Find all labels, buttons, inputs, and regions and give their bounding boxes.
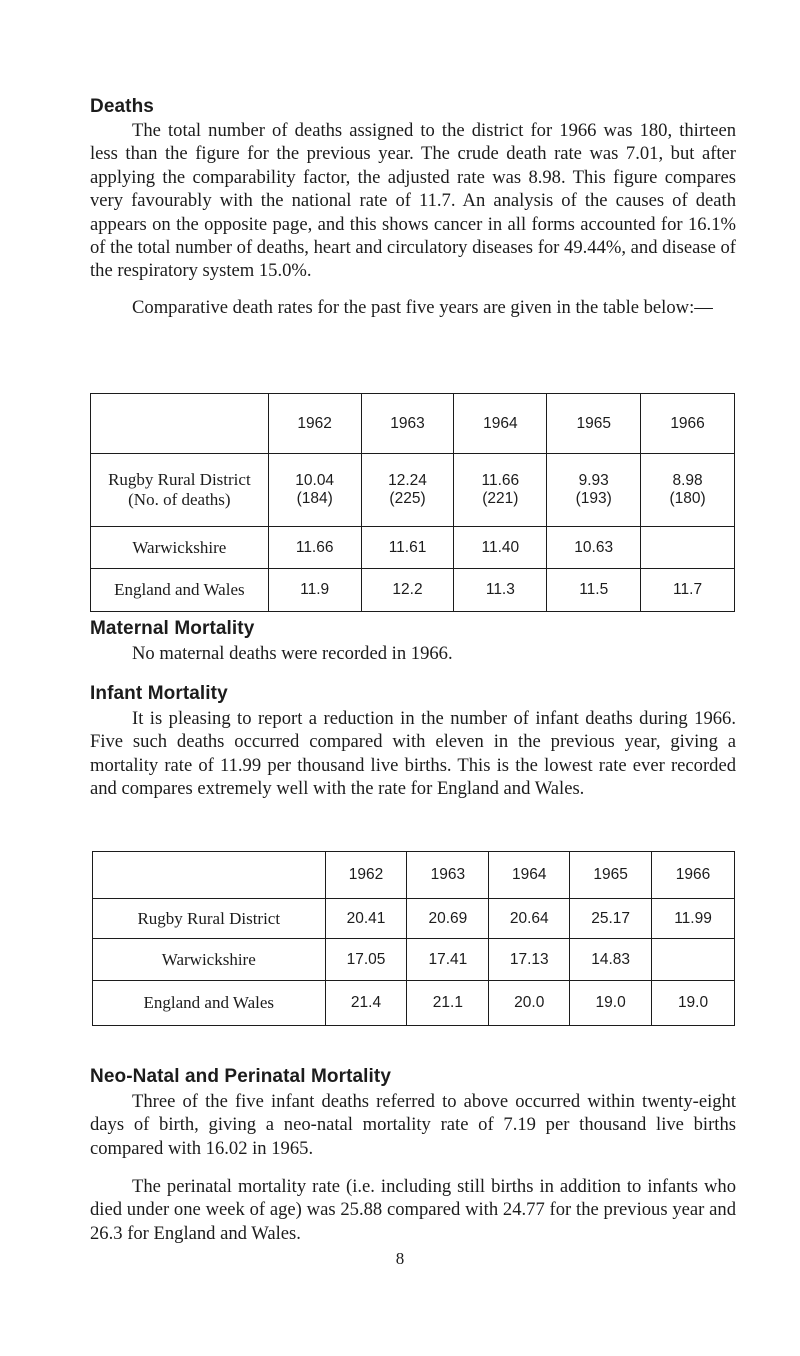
table-cell xyxy=(641,454,735,527)
table-row xyxy=(93,981,735,1026)
death-rates-table xyxy=(90,393,735,612)
table-cell: 25.17 xyxy=(570,899,652,939)
row-label xyxy=(91,454,269,527)
table-cell: 11.40 xyxy=(454,527,547,569)
table-cell: 11.7 xyxy=(641,569,735,612)
row-label: Rugby Rural District xyxy=(93,899,326,939)
table-cell: 11.9 xyxy=(268,569,361,612)
table-cell xyxy=(268,454,361,527)
table-cell: 11.61 xyxy=(361,527,454,569)
table-cell: 11.66 xyxy=(268,527,361,569)
table-cell xyxy=(454,454,547,527)
death-count: (180) xyxy=(669,490,706,507)
table-cell: 17.41 xyxy=(407,939,489,981)
year-header: 1963 xyxy=(407,852,489,899)
page-number: 8 xyxy=(395,1249,405,1268)
table-corner-cell xyxy=(91,394,269,454)
table-cell: 19.0 xyxy=(652,981,735,1026)
deaths-heading: Deaths xyxy=(90,96,154,117)
table-cell xyxy=(641,527,735,569)
rate-value: 12.24 xyxy=(388,472,427,489)
neonatal-paragraph-2: The perinatal mortality rate (i.e. including still births in addition to infants who died under one week of age) was 25.88 compared with 24.77 for the previous year and 26.3 for England and Wales. xyxy=(90,1176,736,1244)
deaths-paragraph-2: Comparative death rates for the past five years are given in the table below:— xyxy=(132,297,713,318)
table-cell: 21.1 xyxy=(407,981,489,1026)
year-header: 1962 xyxy=(325,852,407,899)
table-cell: 20.0 xyxy=(489,981,570,1026)
table-cell: 12.2 xyxy=(361,569,454,612)
table-cell: 19.0 xyxy=(570,981,652,1026)
rate-value: 10.04 xyxy=(295,472,335,489)
neonatal-heading: Neo-Natal and Perinatal Mortality xyxy=(90,1066,392,1087)
table-cell: 17.05 xyxy=(325,939,407,981)
year-header: 1964 xyxy=(489,852,570,899)
row-label: England and Wales xyxy=(93,981,326,1026)
death-count: (193) xyxy=(575,490,612,507)
table-cell xyxy=(361,454,454,527)
table-cell: 20.64 xyxy=(489,899,570,939)
table-cell xyxy=(652,939,735,981)
table-row xyxy=(91,569,735,612)
table-row xyxy=(93,899,735,939)
maternal-paragraph: No maternal deaths were recorded in 1966. xyxy=(132,643,453,664)
rate-value: 9.93 xyxy=(578,472,609,489)
row-label-line: (No. of deaths) xyxy=(128,490,231,509)
row-label: Warwickshire xyxy=(93,939,326,981)
table-cell: 14.83 xyxy=(570,939,652,981)
maternal-heading: Maternal Mortality xyxy=(90,618,255,639)
year-header: 1966 xyxy=(641,394,735,454)
death-count: (184) xyxy=(296,490,333,507)
table-cell: 21.4 xyxy=(325,981,407,1026)
year-header: 1965 xyxy=(547,394,641,454)
table-cell: 11.99 xyxy=(652,899,735,939)
table-row xyxy=(93,939,735,981)
infant-paragraph: It is pleasing to report a reduction in the number of infant deaths during 1966. Five such deaths occurred compared with eleven in the previous year, giving a mortality rate of 11.99 per thousand live births. This is the lowest rate ever recorded and compares extremely well with the rate for England and Wales. xyxy=(90,708,736,800)
row-label-line: Rugby Rural District xyxy=(108,470,251,489)
deaths-paragraph-1: The total number of deaths assigned to the district for 1966 was 180, thirteen less than the figure for the previous year. The crude death rate was 7.01, but after applying the comparability factor, the adjusted rate was 8.98. This figure compares very favourably with the national rate of 11.7. An analysis of the causes of death appears on the opposite page, and this shows cancer in all forms accounted for 16.1% of the total number of deaths, heart and circulatory diseases for 49.44%, and disease of the respiratory system 15.0%. xyxy=(90,120,736,282)
row-label: Warwickshire xyxy=(91,527,269,569)
year-header: 1964 xyxy=(454,394,547,454)
year-header: 1963 xyxy=(361,394,454,454)
table-corner-cell xyxy=(93,852,326,899)
year-header: 1966 xyxy=(652,852,735,899)
infant-heading: Infant Mortality xyxy=(90,683,228,704)
table-cell: 20.69 xyxy=(407,899,489,939)
rate-value: 11.66 xyxy=(481,472,520,489)
table-row xyxy=(91,454,735,527)
table-cell: 10.63 xyxy=(547,527,641,569)
table-cell xyxy=(547,454,641,527)
infant-mortality-table xyxy=(92,851,735,1026)
table-cell: 11.5 xyxy=(547,569,641,612)
table-header-row xyxy=(91,394,735,454)
year-header: 1962 xyxy=(268,394,361,454)
table-header-row xyxy=(93,852,735,899)
death-count: (221) xyxy=(482,490,519,507)
table-cell: 20.41 xyxy=(325,899,407,939)
year-header: 1965 xyxy=(570,852,652,899)
table-row xyxy=(91,527,735,569)
table-cell: 11.3 xyxy=(454,569,547,612)
row-label: England and Wales xyxy=(91,569,269,612)
neonatal-paragraph-1: Three of the five infant deaths referred to above occurred within twenty-eight days of birth, giving a neo-natal mortality rate of 7.19 per thousand live births compared with 16.02 in 1965. xyxy=(90,1091,736,1159)
table-cell: 17.13 xyxy=(489,939,570,981)
rate-value: 8.98 xyxy=(672,472,703,489)
death-count: (225) xyxy=(389,490,426,507)
